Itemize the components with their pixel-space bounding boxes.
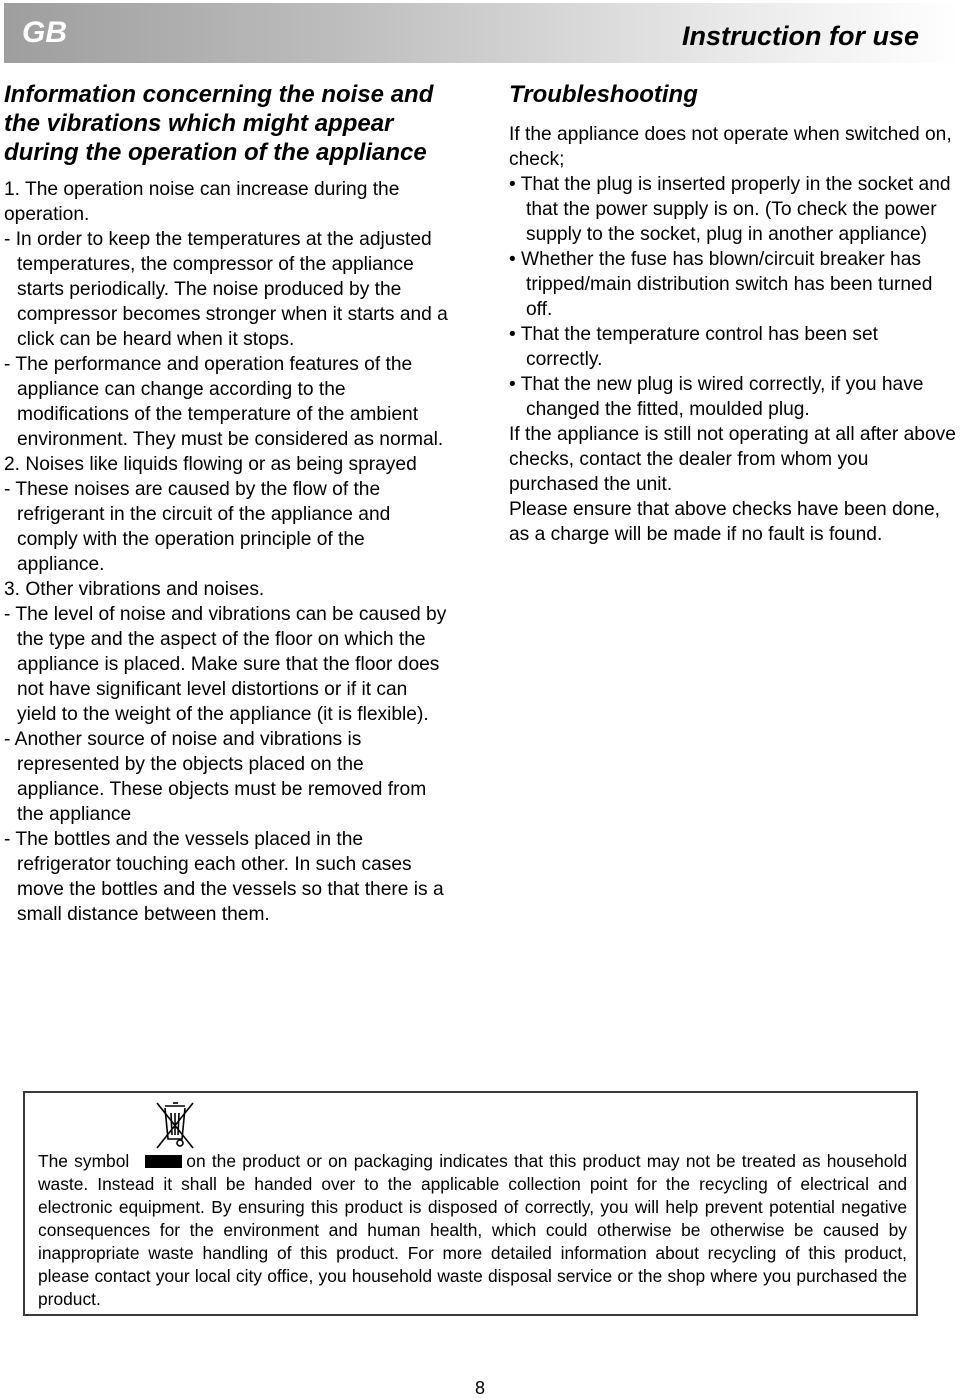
- troubleshooting-title: Troubleshooting: [509, 81, 698, 108]
- language-code: GB: [22, 16, 67, 49]
- disposal-notice-text: [38, 1150, 907, 1311]
- troubleshooting-check-item: • That the temperature control has been set correctly.: [509, 324, 879, 370]
- troubleshooting-check-item: • That the plug is inserted properly in the socket and that the power supply is on. (To check the power supply to the socket, plug in another appliance): [509, 174, 951, 245]
- noise-section: [4, 80, 452, 927]
- page-header-title: Instruction for use: [681, 21, 919, 51]
- troubleshooting-paragraph: Please ensure that above checks have been done, as a charge will be made if no fault is found.: [509, 499, 940, 545]
- noise-paragraph: - These noises are caused by the flow of the refrigerant in the circuit of the appliance and comply with the operation principle of the appliance.: [4, 479, 391, 575]
- notice-text-rest: on the product or on packaging indicates that this product may not be treated as household waste. Instead it shall be handed over to the applicable collection point for the recycling of electrical and electronic equipment. By ensuring this product is disposed of correctly, you will help prevent potential negative consequences for the environment and human health, which could otherwise be otherwise be caused by inappropriate waste handling of this product. For more detailed information about recycling of this product, please contact your local city office, you household waste disposal service or the shop where you purchased the product.: [38, 1151, 908, 1309]
- disposal-notice-box: [23, 1091, 918, 1316]
- troubleshooting-paragraph: If the appliance does not operate when switched on, check;: [509, 124, 952, 170]
- page-number: 8: [474, 1378, 485, 1398]
- noise-paragraph: 3. Other vibrations and noises.: [4, 579, 265, 600]
- noise-paragraph: 2. Noises like liquids flowing or as being sprayed: [4, 454, 417, 475]
- noise-paragraph: - In order to keep the temperatures at the adjusted temperatures, the compressor of the appliance starts periodically. The noise produced by the compressor becomes stronger when it starts and a click can be heard when it stops.: [4, 229, 448, 350]
- noise-paragraph: - The bottles and the vessels placed in the refrigerator touching each other. In such cases move the bottles and the vessels so that there is a small distance between them.: [4, 829, 444, 925]
- symbol-bar-icon: [145, 1155, 182, 1168]
- header-bar: [4, 3, 959, 63]
- noise-paragraph: 1. The operation noise can increase during the operation.: [4, 179, 400, 225]
- noise-paragraph: - The performance and operation features of the appliance can change according to the modifications of the temperature of the ambient environment. They must be considered as normal.: [4, 354, 444, 450]
- noise-paragraph: - The level of noise and vibrations can be caused by the type and the aspect of the floor on which the appliance is placed. Make sure that the floor does not have significant level distortions or if it can yield to the weight of the appliance (it is flexible).: [4, 604, 447, 725]
- troubleshooting-check-item: • Whether the fuse has blown/circuit breaker has tripped/main distribution switch has been turned off.: [509, 249, 933, 320]
- crossed-out-wheelie-bin-icon: [154, 1101, 196, 1151]
- notice-text-start: The symbol: [38, 1151, 130, 1171]
- troubleshooting-check-item: • That the new plug is wired correctly, if you have changed the fitted, moulded plug.: [509, 374, 924, 420]
- noise-section-title: Information concerning the noise and the vibrations which might appear during the operation of the appliance: [4, 81, 434, 166]
- noise-paragraph: - Another source of noise and vibrations is represented by the objects placed on the appliance. These objects must be removed from the appliance: [4, 729, 427, 825]
- troubleshooting-paragraph: If the appliance is still not operating at all after above checks, contact the dealer from whom you purchased the unit.: [509, 424, 956, 495]
- troubleshooting-section: [509, 80, 957, 547]
